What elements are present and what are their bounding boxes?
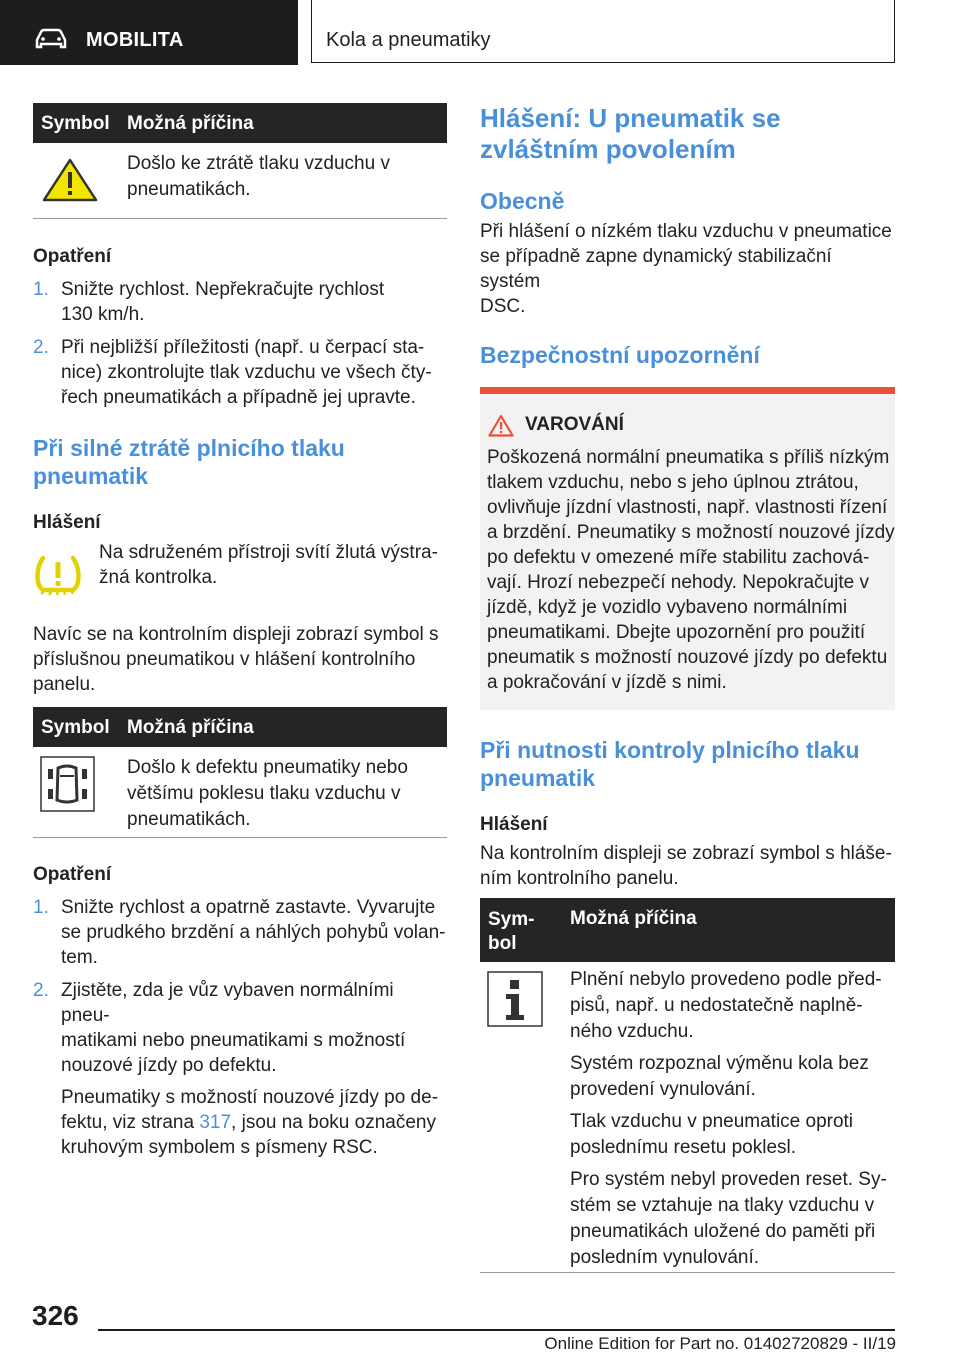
measures2-title: Opatření	[33, 864, 112, 885]
list-line: tem.	[61, 947, 98, 968]
table1-cause-heading: Možná příčina	[127, 113, 254, 134]
special-heading	[480, 103, 895, 165]
list-line: Při nejbližší příležitosti (např. u čerpací sta-	[61, 337, 425, 358]
cause-line: Systém rozpoznal výměnu kola bez	[570, 1053, 869, 1074]
measures1-item	[33, 335, 447, 410]
cause-line: Tlak vzduchu v pneumatice oproti	[570, 1111, 854, 1132]
warning-line: po defektu v omezené míře stabilitu zachová-	[487, 547, 870, 568]
header-title-box	[311, 0, 895, 63]
edition-text: Online Edition for Part no. 01402720829 - II/19	[544, 1334, 896, 1353]
list-number: 1.	[33, 897, 49, 918]
check-message-title: Hlášení	[480, 814, 548, 835]
list-line: nouzové jízdy po defektu.	[61, 1055, 277, 1076]
paragraph-line: příslušnou pneumatikou v hlášení kontrolního	[33, 649, 416, 670]
car-icon	[34, 28, 68, 50]
list-line: kruhovým symbolem s písmeny RSC.	[61, 1137, 378, 1158]
list-line	[61, 1110, 447, 1135]
list-number: 2.	[33, 980, 49, 1001]
warning-line: a brzdění. Pneumatiky s možností nouzové jízdy	[487, 522, 895, 543]
table1-row	[33, 143, 447, 219]
text-span: , jsou na boku označeny	[231, 1112, 436, 1133]
heading-line: pneumatik	[33, 463, 149, 489]
cause-line: stém se vztahuje na tlaky vzduchu v	[570, 1195, 875, 1216]
list-line: řech pneumatikách a případně jej upravte.	[61, 387, 416, 408]
chapter-title: Kola a pneumatiky	[326, 29, 491, 51]
warning-text	[487, 445, 895, 695]
info-icon	[487, 971, 543, 1027]
table2-header	[33, 707, 447, 747]
list-line: 130 km/h.	[61, 304, 145, 325]
table1-cause-line: pneumatikách.	[127, 179, 251, 200]
table3-row	[480, 962, 895, 1273]
cause-line: Pro systém nebyl proveden reset. Sy-	[570, 1169, 887, 1190]
table1-symbol-heading: Symbol	[41, 113, 110, 134]
list-line: matikami nebo pneumatikami s možností	[61, 1030, 406, 1051]
paragraph-line: panelu.	[33, 674, 96, 695]
paragraph-line: Při hlášení o nízkém tlaku vzduchu v pneumatice	[480, 221, 892, 242]
paragraph-line: se případně zapne dynamický stabilizační systém	[480, 246, 832, 292]
list-line: Zjistěte, zda je vůz vybaven normálními pneu-	[61, 980, 394, 1026]
table1-cause-line: Došlo ke ztrátě tlaku vzduchu v	[127, 153, 390, 174]
table3-symbol-heading	[488, 908, 534, 956]
check-message	[480, 841, 895, 891]
warning-line: Poškozená normální pneumatika s příliš nízkým	[487, 447, 890, 468]
list-number: 2.	[33, 337, 49, 358]
cause-line: provedení vynulování.	[570, 1079, 756, 1100]
list-line: nice) zkontrolujte tlak vzduchu ve všech čty-	[61, 362, 432, 383]
page-number: 326	[32, 1300, 79, 1331]
check-heading	[480, 736, 895, 792]
list-line: Pneumatiky s možností nouzové jízdy po de-	[61, 1087, 439, 1108]
header-section-tab	[0, 0, 298, 65]
measures2-item	[33, 895, 447, 970]
warning-line: a pokračování v jízdě s nimi.	[487, 672, 727, 693]
general-paragraph	[480, 219, 895, 319]
warning-triangle-icon	[41, 157, 99, 203]
heading-line: Při nutnosti kontroly plnicího tlaku	[480, 737, 860, 763]
table3-cause	[570, 967, 887, 1271]
table2-cause-line: většímu poklesu tlaku vzduchu v	[127, 783, 401, 804]
table2-symbol-heading: Symbol	[41, 717, 110, 738]
table3-cause-heading: Možná příčina	[570, 908, 697, 929]
text-span: fektu, viz strana	[61, 1112, 195, 1133]
tire-pressure-warning-icon	[33, 552, 83, 598]
heavy-loss-paragraph	[33, 622, 447, 697]
warning-line: tlakem vzduchu, nebo s jeho úplnou ztrátou,	[487, 472, 859, 493]
heading-line: zvláštním povolením	[480, 134, 736, 164]
warning-label: VAROVÁNÍ	[525, 414, 624, 435]
warning-line: pneumatikami. Dbejte upozornění pro použití	[487, 622, 866, 643]
heading-line: Sym-	[488, 909, 535, 930]
paragraph-line: DSC.	[480, 296, 526, 317]
footer-divider	[98, 1329, 895, 1331]
message-title: Hlášení	[33, 512, 101, 533]
general-heading: Obecně	[480, 188, 565, 214]
measures2-item	[33, 978, 447, 1160]
cause-line: posledním vynulování.	[570, 1247, 760, 1268]
left-column	[33, 103, 447, 1160]
heading-line: Při silné ztrátě plnicího tlaku	[33, 435, 345, 461]
cause-line: pisů, např. u nedostatečně naplně-	[570, 995, 863, 1016]
measures1-item	[33, 277, 447, 327]
heavy-loss-heading	[33, 434, 447, 490]
warning-line: jízdě, když je vozidlo vybaveno normálními	[487, 597, 848, 618]
list-line: se prudkého brzdění a náhlých pohybů volan-	[61, 922, 446, 943]
warning-line: vají. Hrozí nebezpečí nehody. Nepokračujte v	[487, 572, 869, 593]
tire-defect-icon	[40, 756, 95, 812]
table3-header	[480, 898, 895, 962]
heading-line: pneumatik	[480, 765, 596, 791]
cause-line: poslednímu resetu poklesl.	[570, 1137, 797, 1158]
message-line: Na sdruženém přístroji svítí žlutá výstra-	[99, 542, 438, 563]
measures1-title: Opatření	[33, 246, 112, 267]
right-column	[480, 103, 895, 1273]
heading-line: Hlášení: U pneumatik se	[480, 103, 781, 133]
warning-icon	[488, 414, 514, 437]
page-link[interactable]: 317	[199, 1112, 232, 1133]
heading-line: bol	[488, 933, 517, 954]
warning-line: pneumatik s možností nouzové jízdy po defektu	[487, 647, 888, 668]
message-line: žná kontrolka.	[99, 567, 218, 588]
cause-line: ného vzduchu.	[570, 1021, 694, 1042]
warning-line: ovlivňuje jízdní vlastnosti, např. vlastnosti řízení	[487, 497, 888, 518]
list-number: 1.	[33, 279, 49, 300]
paragraph-line: ním kontrolního panelu.	[480, 868, 679, 889]
table2-cause-line: pneumatikách.	[127, 809, 251, 830]
warning-box	[480, 387, 895, 710]
table1-header	[33, 103, 447, 143]
message-block	[33, 540, 447, 610]
cause-line: pneumatikách uložené do paměti při	[570, 1221, 876, 1242]
table2-row	[33, 747, 447, 838]
list-line: Snižte rychlost a opatrně zastavte. Vyvarujte	[61, 897, 436, 918]
list-line: Snižte rychlost. Nepřekračujte rychlost	[61, 279, 385, 300]
safety-heading: Bezpečnostní upozornění	[480, 342, 760, 368]
paragraph-line: Navíc se na kontrolním displeji zobrazí symbol s	[33, 624, 439, 645]
table2-cause-heading: Možná příčina	[127, 717, 254, 738]
table2-cause-line: Došlo k defektu pneumatiky nebo	[127, 757, 408, 778]
cause-line: Plnění nebylo provedeno podle před-	[570, 969, 882, 990]
section-label: MOBILITA	[86, 29, 184, 51]
paragraph-line: Na kontrolním displeji se zobrazí symbol s hláše-	[480, 843, 892, 864]
